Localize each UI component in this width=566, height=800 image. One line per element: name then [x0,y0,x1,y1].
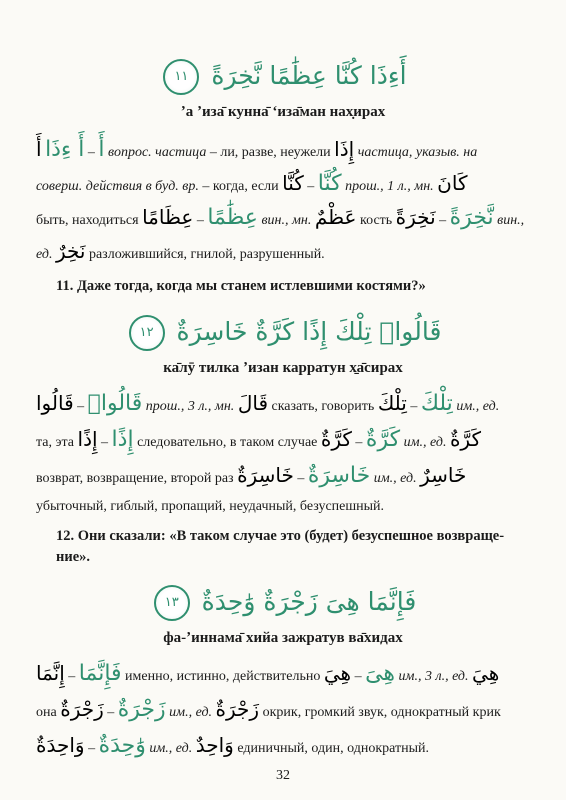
grammar-note: им., ед. [400,435,450,450]
arabic-word: زَجْرَةٌ [117,697,166,722]
gloss-line [36,428,536,454]
gloss-line [36,464,536,490]
gloss-line [36,496,536,518]
text: кость [356,213,396,228]
text: – ли, разве, неужели [206,145,335,160]
arabic-word: زَجْرَةٌ [60,697,104,721]
arabic-word: قَالُوا۟ [87,391,143,416]
verse-translation: 11. Даже тогда, когда мы станем истлевшими костями?» [56,278,426,294]
arabic-word: نَخِرٌ [55,239,86,263]
arabic-word: إِذًا [111,427,134,452]
gloss-line [36,392,536,418]
arabic-word: كُنَّا [282,171,304,195]
arabic-word: قَالُوا [36,391,74,415]
transliteration: фа-ʼиннама̄ хийа зажратув ва̄хидах [163,630,403,646]
grammar-note: ед. [36,247,56,262]
gloss-line [36,172,536,198]
arabic-word: كُنَّا [317,171,342,196]
text: единичный, один, однократный. [233,741,429,756]
grammar-note: им., 3 л., ед. [395,669,473,684]
ayah-text: أَءِذَا كُنَّا عِظَٰمًا نَّخِرَةً [211,61,407,90]
grammar-note: им., ед. [165,705,216,720]
transliteration: ʼа ʼиза̄ кунна̄ ʻиза̄ман нах̣ирах [180,104,386,120]
arabic-word: هِىَ [365,661,396,686]
arabic-word: كَرَّةٌ [449,427,481,451]
grammar-note: им., ед. [452,399,500,414]
arabic-word: خَاسِرَةٌ [237,463,294,487]
arabic-word: عَظْمٌ [314,205,357,229]
arabic-word: نَّخِرَةً [449,205,494,230]
ayah-number-medallion: ١٢ [129,315,165,351]
arabic-word: إِذًا [77,427,98,451]
grammar-note: им., ед. [145,741,196,756]
ayah-header [0,58,566,95]
ayah-number-medallion: ١١ [163,59,199,95]
arabic-word: أَ ءِذَا [45,137,85,162]
ayah-text: فَإِنَّمَا هِىَ زَجْرَةٌ وَٰحِدَةٌ [201,587,417,616]
grammar-note: вин., мн. [257,213,315,228]
page-number: 32 [276,768,290,783]
arabic-word: زَجْرَةٌ [215,697,260,721]
gloss-line [36,734,536,760]
text: – [406,399,421,414]
ayah-text: قَالُوا۟ تِلْكَ إِذًا كَرَّةٌ خَاسِرَةٌ [176,317,442,346]
arabic-word: أَ [98,137,105,162]
gloss-line [36,206,536,232]
text: – [351,669,366,684]
text: – [84,741,99,756]
text: убыточный, гиблый, пропащий, неудачный, безуспешный. [36,499,385,514]
arabic-word: كَرَّةٌ [320,427,352,451]
arabic-word: فَإِنَّمَا [78,661,122,686]
text: – [97,435,112,450]
arabic-word: عِظَٰمًا [207,205,258,230]
arabic-word: عِظَامًا [142,205,194,229]
text: – [84,145,99,160]
text: – [64,669,79,684]
arabic-word: إِذَا [334,137,355,161]
grammar-note: вин., [493,213,525,228]
arabic-word: نَخِرَةً [395,205,436,229]
gloss-line [36,662,536,688]
grammar-note: прош., 1 л., мн. [341,179,438,194]
text: именно, истинно, действительно [121,669,324,684]
text: – [193,213,208,228]
text: – [303,179,318,194]
text: возврат, возвращение, второй раз [36,471,238,486]
text: окрик, громкий звук, однократный крик [259,705,501,720]
ayah-header [0,314,566,351]
gloss-line [36,698,536,724]
gloss-line [36,240,536,266]
ayah-header [0,584,566,621]
text: быть, находиться [36,213,143,228]
text: она [36,705,61,720]
text: – [293,471,308,486]
text: – [435,213,450,228]
text: та, эта [36,435,78,450]
arabic-word: خَاسِرٌ [420,463,467,487]
gloss-line [36,138,536,164]
arabic-word: أَ [36,137,42,161]
text: – когда, если [198,179,283,194]
arabic-word: وَٰحِدَةٌ [98,733,146,758]
arabic-word: وَاحِدٌ [195,733,234,757]
text: – [351,435,366,450]
transliteration: ка̄лӯ тилка ʼизан карратун х̱а̄сирах [163,360,403,376]
arabic-word: إِنَّمَا [36,661,65,685]
arabic-word: هِيَ [323,661,352,685]
arabic-word: كَرَّةٌ [365,427,401,452]
grammar-note: соверш. действия в буд. вр. [36,179,199,194]
arabic-word: تِلْكَ [377,391,407,415]
arabic-word: وَاحِدَةٌ [36,733,85,757]
grammar-note: им., ед. [370,471,421,486]
ayah-number-medallion: ١٣ [154,585,190,621]
arabic-word: كَانَ [437,171,468,195]
arabic-word: تِلْكَ [420,391,453,416]
grammar-note: частица, указыв. на [354,145,478,160]
arabic-word: قَالَ [237,391,268,415]
arabic-word: خَاسِرَةٌ [307,463,371,488]
text: сказать, говорить [268,399,378,414]
text: разложившийся, гнилой, разрушенный. [85,247,325,262]
text: – [103,705,118,720]
grammar-note: вопрос. частица [104,145,207,160]
verse-translation: 12. Они сказали: «В таком случае это (будет) безуспешное возвраще-ние». [56,528,505,565]
grammar-note: прош., 3 л., мн. [142,399,238,414]
arabic-word: هِيَ [472,661,500,685]
text: – [73,399,88,414]
text: следовательно, в таком случае [133,435,321,450]
